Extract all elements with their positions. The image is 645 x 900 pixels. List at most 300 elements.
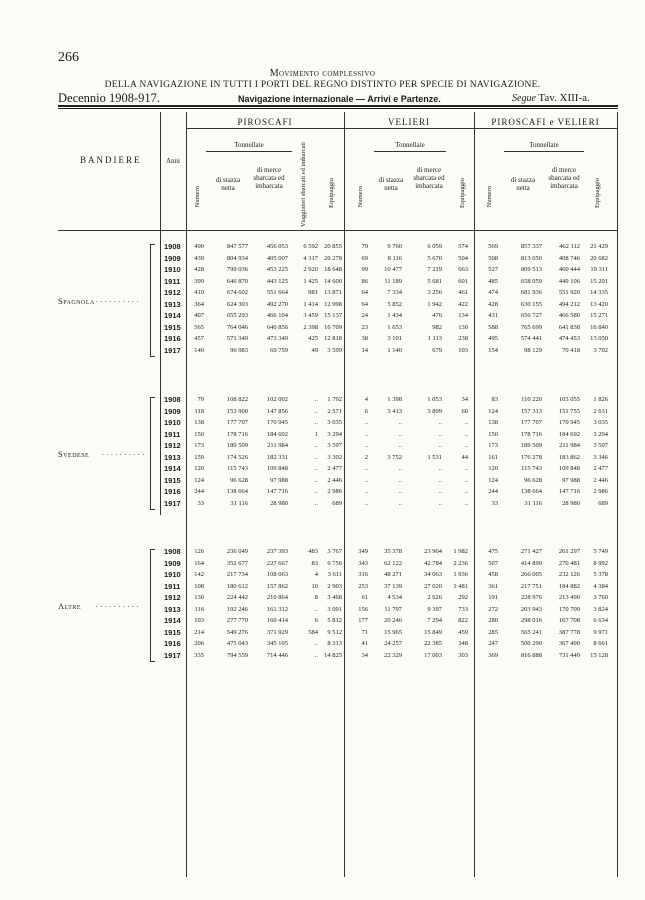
velieri-cell: 679 — [432, 346, 442, 354]
piroscafi-cell: 142 — [194, 571, 204, 578]
totali-cell: 731 449 — [558, 651, 580, 659]
piroscafi-cell: 49 — [311, 346, 318, 354]
velieri-cell: .. — [398, 476, 402, 484]
velieri-cell: .. — [398, 465, 402, 472]
piroscafi-cell: 138 — [194, 419, 204, 426]
velieri-cell: 34 063 — [424, 571, 442, 578]
piroscafi-cell: 655 293 — [226, 312, 248, 319]
totali-cell: 681 936 — [520, 289, 542, 296]
velieri-cell: .. — [438, 419, 442, 426]
totali-cell: 170 945 — [558, 419, 580, 426]
piroscafi-cell: 407 — [194, 312, 204, 319]
piroscafi-cell: 12 998 — [324, 300, 342, 308]
totali-cell: 2 477 — [593, 465, 608, 472]
piroscafi-cell: 236 049 — [226, 548, 248, 555]
totali-cell: 154 — [488, 346, 498, 354]
velieri-cell: 79 — [361, 243, 368, 250]
totali-cell: 458 — [488, 571, 498, 578]
piroscafi-cell: 6 — [314, 617, 318, 624]
velieri-cell: 303 — [458, 651, 468, 659]
totali-cell: 630 155 — [520, 300, 542, 308]
velieri-cell: 64 — [361, 289, 368, 296]
totali-cell: 369 — [488, 651, 498, 659]
velieri-cell: .. — [438, 465, 442, 472]
totali-cell: 3 702 — [593, 346, 608, 354]
totali-cell: 157 313 — [520, 407, 542, 415]
piroscafi-cell: .. — [314, 640, 318, 647]
tonnellate-header-piroscafi: Tonnellate — [234, 141, 264, 149]
velieri-cell: 1 053 — [427, 396, 442, 403]
piroscafi-cell: 33 — [197, 499, 204, 507]
totali-cell: 183 862 — [558, 453, 580, 461]
tonnellate-underline-totali — [504, 151, 584, 152]
velieri-cell: 134 — [458, 312, 468, 319]
totali-cell: 150 — [488, 430, 498, 438]
year-cell: 1909 — [164, 253, 181, 263]
tonnellate-underline-velieri — [374, 151, 446, 152]
col-divider-right — [617, 112, 618, 877]
piroscafi-cell: 3 468 — [327, 594, 342, 601]
piroscafi-cell: 794 559 — [226, 651, 248, 659]
piroscafi-cell: 646 870 — [226, 277, 248, 285]
velieri-cell: 10 477 — [384, 266, 402, 273]
piroscafi-cell: 571 340 — [226, 335, 248, 342]
totali-cell: 588 — [488, 323, 498, 331]
piroscafi-cell: 764 046 — [226, 323, 248, 331]
totali-cell: 173 — [488, 442, 498, 449]
segue-label: Segue — [512, 93, 536, 104]
piroscafi-cell: 189 509 — [226, 442, 248, 449]
piroscafi-cell: 177 707 — [226, 419, 248, 426]
numero-header-piroscafi: Numero — [194, 186, 201, 208]
piroscafi-cell: 174 526 — [226, 453, 248, 461]
velieri-cell: 41 — [361, 640, 368, 647]
velieri-cell: .. — [438, 476, 442, 484]
piroscafi-cell: 364 — [194, 300, 204, 308]
piroscafi-cell: 551 664 — [266, 289, 288, 296]
velieri-cell: 348 — [458, 640, 468, 647]
velieri-cell: 3 413 — [387, 407, 402, 415]
piroscafi-cell: .. — [314, 488, 318, 495]
piroscafi-cell: 473 340 — [266, 335, 288, 342]
totali-cell: 460 444 — [558, 266, 580, 273]
velieri-cell: 5 670 — [427, 254, 442, 262]
totali-cell: 6 634 — [593, 617, 608, 624]
totali-cell: 3 035 — [593, 419, 608, 426]
piroscafi-cell: 277 770 — [226, 617, 248, 624]
totali-cell: 103 055 — [558, 396, 580, 403]
velieri-cell: 24 — [361, 312, 368, 319]
velieri-cell: 349 — [358, 548, 368, 555]
equipaggio-header-piroscafi: Equipaggio — [328, 178, 335, 208]
page-title: Movimento complessivo — [269, 68, 376, 79]
year-cell: 1916 — [164, 487, 181, 496]
totali-cell: 857 337 — [520, 243, 542, 250]
year-cell: 1917 — [164, 345, 181, 355]
numero-header-totali: Numero — [486, 186, 493, 208]
piroscafi-cell: 428 — [194, 266, 204, 273]
piroscafi-cell: 96 628 — [230, 476, 248, 484]
velieri-cell: 2 236 — [453, 559, 468, 567]
totali-cell: 178 716 — [520, 430, 542, 438]
piroscafi-cell: 2 571 — [327, 407, 342, 415]
totali-cell: 15 128 — [590, 651, 608, 659]
velieri-cell: 1 481 — [453, 582, 468, 590]
totali-cell: 213 490 — [558, 594, 580, 601]
velieri-cell: 9 397 — [427, 605, 442, 613]
year-cell: 1911 — [164, 429, 181, 439]
totali-cell: 431 — [488, 312, 498, 319]
group-header-underline — [186, 128, 618, 129]
totali-cell: 474 453 — [558, 335, 580, 342]
totali-cell: 97 988 — [562, 476, 580, 484]
velieri-cell: 8 116 — [387, 254, 402, 262]
decade-label: Decennio 1908-917. — [58, 91, 161, 105]
totali-cell: 500 290 — [520, 640, 542, 647]
piroscafi-cell: .. — [314, 396, 318, 403]
velieri-cell: 99 — [361, 266, 368, 273]
velieri-cell: 1 982 — [453, 548, 468, 555]
velieri-cell: 238 — [458, 335, 468, 342]
flag-label: Svedese — [58, 448, 90, 459]
velieri-cell: 3 101 — [387, 335, 402, 342]
totali-cell: 3 824 — [593, 605, 608, 613]
totali-cell: 28 980 — [562, 499, 580, 507]
year-cell: 1914 — [164, 616, 181, 625]
velieri-cell: 27 020 — [424, 582, 442, 590]
group-header-velieri: VELIERI — [388, 117, 430, 127]
velieri-cell: .. — [398, 430, 402, 438]
velieri-cell: 1 398 — [387, 396, 402, 403]
velieri-cell: 69 — [361, 254, 368, 262]
piroscafi-cell: 14 600 — [324, 277, 342, 285]
piroscafi-cell: 335 — [194, 651, 204, 659]
totali-cell: 151 755 — [558, 407, 580, 415]
totali-cell: 191 — [488, 594, 498, 601]
piroscafi-cell: 180 612 — [226, 582, 248, 590]
velieri-cell: 459 — [458, 628, 468, 636]
totali-cell: 2 631 — [593, 407, 608, 415]
header-rule-top — [58, 105, 618, 107]
piroscafi-cell: 192 246 — [226, 605, 248, 613]
piroscafi-cell: .. — [314, 419, 318, 426]
velieri-cell: 34 — [461, 396, 468, 403]
velieri-cell: .. — [464, 499, 468, 507]
totali-cell: 507 — [488, 559, 498, 567]
piroscafi-cell: 3 597 — [327, 442, 342, 449]
year-cell: 1913 — [164, 299, 181, 309]
totali-cell: 244 — [488, 488, 498, 495]
piroscafi-cell: 244 — [194, 488, 204, 495]
year-cell: 1909 — [164, 558, 181, 568]
piroscafi-cell: 549 276 — [226, 628, 248, 636]
velieri-cell: 11 189 — [384, 277, 402, 285]
piroscafi-cell: .. — [314, 453, 318, 461]
totali-cell: 19 311 — [590, 266, 608, 273]
year-cell: 1913 — [164, 452, 181, 462]
piroscafi-cell: 8 313 — [327, 640, 342, 647]
velieri-cell: .. — [364, 430, 368, 438]
piroscafi-cell: 150 — [194, 430, 204, 438]
totali-cell: 83 — [491, 396, 498, 403]
velieri-cell: .. — [364, 499, 368, 507]
totali-cell: 367 490 — [558, 640, 580, 647]
velieri-cell: 1 434 — [387, 312, 402, 319]
piroscafi-cell: 108 — [194, 582, 204, 590]
totali-cell: 574 441 — [520, 335, 542, 342]
totali-cell: 551 920 — [558, 289, 580, 296]
totali-cell: 475 — [488, 548, 498, 555]
velieri-cell: .. — [438, 430, 442, 438]
velieri-cell: 62 122 — [384, 559, 402, 567]
piroscafi-cell: 466 104 — [266, 312, 288, 319]
velieri-cell: 6 — [364, 407, 368, 415]
piroscafi-cell: 13 871 — [324, 289, 342, 296]
velieri-cell: .. — [398, 442, 402, 449]
piroscafi-cell: 405 007 — [266, 254, 288, 262]
velieri-cell: 253 — [358, 582, 368, 590]
piroscafi-cell: .. — [314, 476, 318, 484]
totali-cell: 3 760 — [593, 594, 608, 601]
velieri-cell: 15 965 — [384, 628, 402, 636]
piroscafi-cell: 214 — [194, 628, 204, 636]
velieri-cell: 17 003 — [424, 651, 442, 659]
velieri-cell: .. — [364, 488, 368, 495]
totali-cell: 474 — [488, 289, 498, 296]
velieri-cell: .. — [364, 476, 368, 484]
piroscafi-cell: 237 393 — [266, 548, 288, 555]
totali-cell: 565 241 — [520, 628, 542, 636]
year-cell: 1910 — [164, 570, 181, 579]
piroscafi-cell: 847 577 — [226, 243, 248, 250]
totali-cell: 217 751 — [520, 582, 542, 590]
velieri-cell: 7 334 — [387, 289, 402, 296]
totali-cell: 408 746 — [558, 254, 580, 262]
section-brace — [150, 549, 155, 662]
navigation-type-label: Navigazione internazionale — Arrivi e Partenze. — [238, 94, 441, 104]
velieri-cell: 822 — [458, 617, 468, 624]
totali-cell: 272 — [488, 605, 498, 613]
totali-cell: 170 709 — [558, 605, 580, 613]
velieri-cell: 2 — [364, 453, 368, 461]
piroscafi-cell: 184 692 — [266, 430, 288, 438]
viaggiatori-header-piroscafi: Viaggiatori sbarcati ed imbarcati — [300, 142, 307, 227]
totali-cell: 120 — [488, 465, 498, 472]
totali-cell: 147 716 — [558, 488, 580, 495]
year-cell: 1909 — [164, 406, 181, 416]
totali-cell: 270 481 — [558, 559, 580, 567]
totali-cell: 656 727 — [520, 312, 542, 319]
merce-header-piroscafi: di merce sbarcata ed imbarcata — [253, 166, 285, 190]
velieri-cell: .. — [464, 419, 468, 426]
piroscafi-cell: 8 — [314, 594, 318, 601]
piroscafi-cell: 3 767 — [327, 548, 342, 555]
piroscafi-cell: 425 — [308, 335, 318, 342]
piroscafi-cell: 6 592 — [303, 243, 318, 250]
totali-cell: 2 446 — [593, 476, 608, 484]
piroscafi-cell: 173 — [194, 442, 204, 449]
piroscafi-cell: 227 667 — [266, 559, 288, 567]
totali-cell: 298 016 — [520, 617, 542, 624]
velieri-cell: 103 — [458, 346, 468, 354]
flag-leader-dots: . . . . . . . . . . — [96, 295, 139, 304]
year-cell: 1915 — [164, 475, 181, 485]
piroscafi-cell: 211 984 — [267, 442, 288, 449]
piroscafi-cell: 624 303 — [226, 300, 248, 308]
velieri-cell: .. — [398, 499, 402, 507]
velieri-cell: 7 294 — [427, 617, 442, 624]
year-cell: 1916 — [164, 334, 181, 343]
piroscafi-cell: 96 983 — [230, 346, 248, 354]
velieri-cell: 5 681 — [427, 277, 442, 285]
flag-leader-dots: . . . . . . . . . . — [102, 448, 145, 457]
table-continuation-label — [512, 92, 590, 104]
velieri-cell: 6 059 — [427, 243, 442, 250]
piroscafi-cell: 160 414 — [266, 617, 288, 624]
piroscafi-cell: 345 105 — [266, 640, 288, 647]
totali-cell: 816 888 — [520, 651, 542, 659]
velieri-cell: 422 — [458, 300, 468, 308]
tonnellate-header-totali: Tonnellate — [529, 141, 559, 149]
page-subtitle: DELLA NAVIGAZIONE IN TUTTI I PORTI DEL REGNO DISTINTO PER SPECIE DI NAVIGAZIONE. — [104, 80, 541, 90]
piroscafi-cell: 224 442 — [226, 594, 248, 601]
piroscafi-cell: 3 459 — [303, 312, 318, 319]
piroscafi-cell: 14 825 — [324, 651, 342, 659]
velieri-cell: .. — [438, 442, 442, 449]
velieri-cell: 7 219 — [427, 266, 442, 273]
piroscafi-cell: 182 331 — [266, 453, 288, 461]
piroscafi-cell: 10 — [311, 582, 318, 590]
flag-label: Altre — [58, 600, 82, 611]
totali-cell: 13 420 — [590, 300, 608, 308]
piroscafi-cell: 108 822 — [226, 396, 248, 403]
piroscafi-cell: 161 312 — [266, 605, 288, 613]
velieri-cell: 37 139 — [384, 582, 402, 590]
totali-cell: 641 838 — [558, 323, 580, 331]
totali-cell: 228 976 — [520, 594, 542, 601]
velieri-cell: .. — [464, 476, 468, 484]
piroscafi-cell: 565 — [194, 323, 204, 331]
piroscafi-cell: 714 446 — [266, 651, 288, 659]
piroscafi-cell: 1 792 — [327, 396, 342, 403]
piroscafi-cell: 2 446 — [327, 476, 342, 484]
totali-cell: 110 220 — [521, 396, 542, 403]
piroscafi-cell: .. — [314, 465, 318, 472]
totali-cell: 98 129 — [524, 346, 542, 354]
piroscafi-cell: 475 043 — [226, 640, 248, 647]
velieri-cell: 1 140 — [387, 346, 402, 354]
group-header-piroscafi: PIROSCAFI — [237, 117, 293, 127]
velieri-cell: 130 — [458, 323, 468, 331]
totali-cell: 280 — [488, 617, 498, 624]
totali-cell: 184 692 — [558, 430, 580, 438]
equipaggio-header-totali: Equipaggio — [594, 178, 601, 208]
year-cell: 1917 — [164, 650, 181, 660]
velieri-cell: 61 — [361, 594, 368, 601]
year-cell: 1910 — [164, 418, 181, 427]
velieri-cell: 60 — [461, 407, 468, 415]
piroscafi-cell: 20 855 — [324, 243, 342, 250]
totali-cell: 813 050 — [520, 254, 542, 262]
stazza-header-velieri: di stazza netta — [378, 176, 404, 192]
piroscafi-cell: 126 — [194, 548, 204, 555]
col-divider-bandiere — [160, 112, 161, 515]
totali-cell: 765 699 — [520, 323, 542, 331]
piroscafi-cell: 147 716 — [266, 488, 288, 495]
velieri-cell: .. — [364, 442, 368, 449]
velieri-cell: 3 752 — [387, 453, 402, 461]
velieri-cell: 22 385 — [424, 640, 442, 647]
velieri-cell: 292 — [458, 594, 468, 601]
totali-cell: 261 297 — [558, 548, 580, 555]
velieri-cell: .. — [438, 499, 442, 507]
page-number: 266 — [58, 50, 79, 65]
velieri-cell: 35 378 — [384, 548, 402, 555]
piroscafi-cell: 157 862 — [266, 582, 288, 590]
piroscafi-cell: 16 709 — [324, 323, 342, 331]
velieri-cell: .. — [398, 419, 402, 426]
totali-cell: 21 429 — [590, 243, 608, 250]
totali-cell: 5 749 — [593, 548, 608, 555]
totali-cell: 8 992 — [593, 559, 608, 567]
piroscafi-cell: 206 — [194, 640, 204, 647]
totali-cell: 3 346 — [593, 453, 608, 461]
totali-cell: 161 — [488, 453, 498, 461]
velieri-cell: 23 — [361, 323, 368, 331]
piroscafi-cell: 456 053 — [266, 243, 288, 250]
velieri-cell: .. — [464, 442, 468, 449]
year-cell: 1913 — [164, 604, 181, 614]
year-cell: 1911 — [164, 581, 181, 591]
anni-header: Anni — [166, 157, 180, 165]
piroscafi-cell: 28 980 — [270, 499, 288, 507]
velieri-cell: 15 849 — [424, 628, 442, 636]
piroscafi-cell: 31 116 — [230, 499, 248, 507]
piroscafi-cell: 453 225 — [266, 266, 288, 273]
year-cell: 1910 — [164, 265, 181, 274]
piroscafi-cell: 79 — [197, 396, 204, 403]
year-cell: 1917 — [164, 498, 181, 508]
velieri-cell: .. — [464, 465, 468, 472]
totali-cell: 485 — [488, 277, 498, 285]
piroscafi-cell: 3 599 — [327, 346, 342, 354]
velieri-cell: 44 — [461, 453, 468, 461]
year-cell: 1914 — [164, 311, 181, 320]
velieri-cell: 601 — [458, 277, 468, 285]
piroscafi-cell: 3 611 — [327, 571, 342, 578]
totali-cell: 285 — [488, 628, 498, 636]
piroscafi-cell: 3 294 — [327, 430, 342, 438]
piroscafi-cell: 9 512 — [327, 628, 342, 636]
year-cell: 1912 — [164, 593, 181, 602]
velieri-cell: 48 271 — [384, 571, 402, 578]
totali-cell: 9 971 — [593, 628, 608, 636]
piroscafi-cell: 2 920 — [303, 266, 318, 273]
piroscafi-cell: 12 818 — [324, 335, 342, 342]
year-cell: 1914 — [164, 464, 181, 473]
velieri-cell: .. — [464, 488, 468, 495]
totali-cell: 16 840 — [590, 323, 608, 331]
piroscafi-cell: 3 302 — [327, 453, 342, 461]
velieri-cell: 64 — [361, 300, 368, 308]
piroscafi-cell: .. — [314, 651, 318, 659]
totali-cell: 247 — [488, 640, 498, 647]
totali-cell: 138 664 — [520, 488, 542, 495]
piroscafi-cell: 102 002 — [266, 396, 288, 403]
column-header-underline — [58, 230, 618, 231]
totali-cell: 809 513 — [520, 266, 542, 273]
piroscafi-cell: 1 — [314, 430, 318, 438]
